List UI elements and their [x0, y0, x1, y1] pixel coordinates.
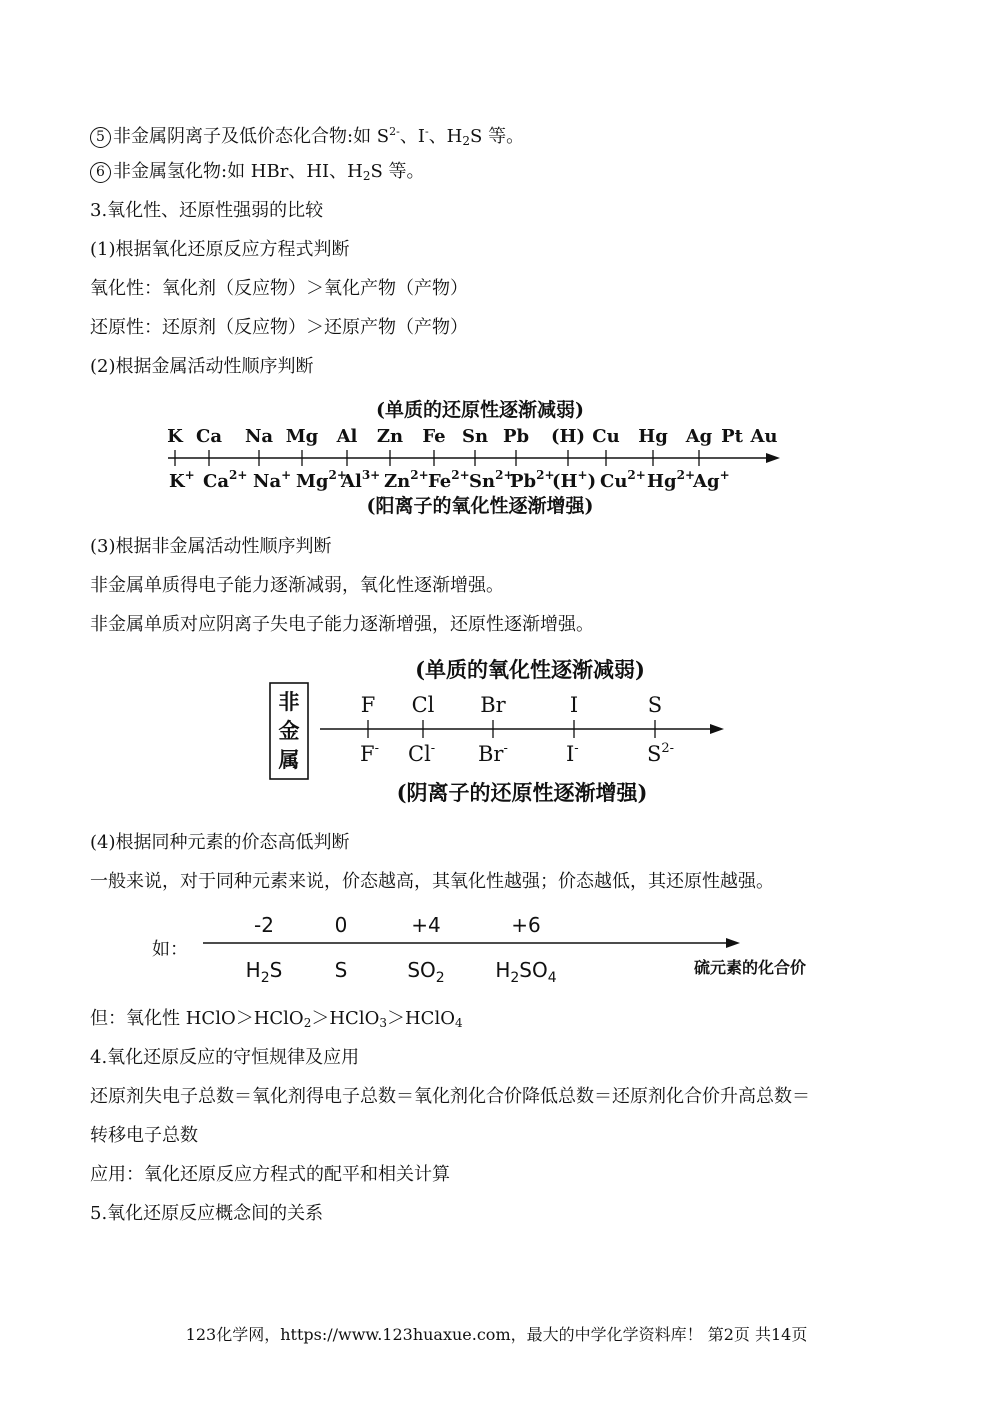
metal-title-top: (单质的还原性逐渐减弱) [376, 399, 584, 421]
page-footer: 123化学网，https://www.123huaxue.com，最大的中学化学资料库！ 第2页 共14页 [185, 1325, 808, 1344]
formula-sub: 2 [510, 970, 520, 986]
circled-number: 6 [90, 162, 111, 183]
line-reducing: 还原性：还原剂（反应物）＞还原产物（产物） [90, 317, 468, 338]
nonmetal-symbol: I [569, 693, 579, 717]
sulfur-valence: -2 [254, 913, 274, 937]
formula-part: SO [519, 958, 548, 982]
ion-base: Zn [384, 471, 411, 492]
text: S 等。 [470, 126, 525, 147]
ion-base: Cu [600, 471, 628, 492]
ion-base: I [566, 742, 575, 766]
metal-symbol: Mg [285, 426, 319, 447]
line-nonmetal-hydrides [90, 160, 425, 188]
subheading-2: (2)根据金属活动性顺序判断 [90, 356, 314, 377]
ion-charge: 2+ [451, 468, 470, 482]
line-hclo-series [90, 1007, 463, 1035]
metal-ion [647, 468, 695, 492]
sulfur-axis-label: 硫元素的化合价 [694, 958, 807, 977]
ion-charge: 2+ [328, 468, 347, 482]
text: S 等。 [370, 161, 425, 182]
sulfur-valence: 0 [334, 913, 348, 937]
arrow-head-icon [710, 724, 724, 734]
metal-ion [384, 468, 429, 492]
nonmetal-ion [408, 741, 435, 766]
metal-activity-diagram [150, 392, 800, 522]
formula-part: S [334, 958, 348, 982]
formula-sub: 2 [260, 970, 270, 986]
metal-symbol: (H) [550, 426, 586, 447]
sulfur-valence: +6 [511, 913, 541, 937]
subheading-3: (3)根据非金属活动性顺序判断 [90, 536, 332, 557]
formula-part: H [495, 958, 511, 982]
nonmetal-ion [360, 741, 379, 766]
heading-5: 5.氧化还原反应概念间的关系 [90, 1203, 324, 1224]
nonmetal-label-char: 金 [278, 718, 300, 743]
ion-charge: - [574, 741, 579, 756]
ion-charge: - [430, 741, 436, 756]
metal-symbol: K [167, 426, 183, 447]
metal-symbol: Sn [461, 426, 489, 447]
metal-symbol: Au [750, 426, 778, 447]
metal-symbol: Na [244, 426, 274, 447]
metal-ion [428, 468, 470, 492]
metal-top-labels [167, 426, 777, 447]
ion-charge: 2+ [495, 468, 514, 482]
subheading-4: (4)根据同种元素的价态高低判断 [90, 832, 350, 853]
ion-charge: + [719, 468, 730, 482]
metal-ion [296, 468, 347, 492]
ion-base: Sn [469, 471, 496, 492]
subscript: 2 [462, 134, 471, 148]
metal-symbol: Zn [376, 426, 404, 447]
line-application: 应用：氧化还原反应方程式的配平和相关计算 [90, 1164, 450, 1185]
ion-charge: 2- [661, 741, 675, 756]
ion-base: Br [478, 742, 504, 766]
metal-ion [510, 468, 555, 492]
metal-ion [600, 468, 646, 492]
sulfur-valences [254, 913, 541, 937]
metal-symbol: Ag [685, 426, 713, 447]
ion-base: (H [552, 471, 578, 492]
ion-charge: 3+ [361, 468, 381, 482]
formula-sub: 4 [547, 970, 557, 986]
nonmetal-label-char: 非 [278, 689, 300, 714]
sulfur-compounds [246, 958, 557, 986]
ion-base: K [169, 471, 185, 492]
nonmetal-symbol: Cl [411, 693, 435, 717]
metal-bottom-labels [169, 468, 730, 492]
nonmetal-label-char: 属 [278, 747, 300, 772]
line-oxidizing: 氧化性：氧化剂（反应物）＞氧化产物（产物） [90, 278, 468, 299]
metal-ion [203, 468, 247, 492]
ion-charge: 2+ [229, 468, 248, 482]
nonmetal-symbol: S [647, 693, 663, 717]
ion-charge: - [374, 741, 379, 756]
formula-part: SO [407, 958, 436, 982]
metal-ion [469, 468, 514, 492]
metal-symbol: Pt [721, 426, 743, 447]
superscript: - [424, 125, 429, 138]
subscript: 2 [303, 1016, 312, 1030]
subscript: 3 [379, 1016, 387, 1030]
ion-charge: + [281, 468, 292, 482]
metal-ion [552, 468, 596, 492]
text: 非金属阴离子及低价态化合物:如 S [113, 126, 390, 147]
nonmetal-activity-diagram [262, 650, 742, 815]
ion-after: ) [587, 471, 597, 492]
metal-symbol: Fe [422, 426, 446, 447]
line-valence-rule: 一般来说，对于同种元素来说，价态越高，其氧化性越强；价态越低，其还原性越强。 [90, 871, 774, 892]
formula-part: S [269, 958, 283, 982]
subscript: 4 [454, 1016, 463, 1030]
metal-symbol: Ca [196, 426, 222, 447]
line-conservation-1: 还原剂失电子总数＝氧化剂得电子总数＝氧化剂化合价降低总数＝还原剂化合价升高总数＝ [90, 1086, 810, 1107]
heading-4: 4.氧化还原反应的守恒规律及应用 [90, 1047, 360, 1068]
metal-ion [340, 468, 380, 492]
nonmetal-ion [478, 741, 508, 766]
line-conservation-2: 转移电子总数 [90, 1125, 198, 1146]
heading-3: 3.氧化性、还原性强弱的比较 [90, 200, 324, 221]
arrow-head-icon [766, 453, 780, 463]
ion-base: Hg [647, 471, 677, 492]
metal-symbol: Cu [592, 426, 620, 447]
text: 、H [428, 126, 463, 147]
text: 、I [399, 126, 425, 147]
metal-ion [169, 468, 195, 492]
nonmetal-bottom-labels [360, 741, 674, 766]
text: ＞HClO [386, 1008, 455, 1029]
sulfur-compound [246, 958, 283, 986]
ion-base: Pb [510, 471, 537, 492]
sulfur-compound [495, 958, 556, 986]
text: 但：氧化性 HClO＞HClO [90, 1008, 304, 1029]
formula-part: H [245, 958, 261, 982]
ion-base: Al [341, 471, 362, 492]
sulfur-valence: +4 [411, 913, 441, 937]
nonmetal-top-labels [361, 693, 662, 717]
sulfur-compound [407, 958, 444, 986]
superscript: 2- [389, 125, 400, 138]
ion-base: Ca [203, 471, 229, 492]
sulfur-prefix: 如： [152, 939, 188, 960]
formula-sub: 2 [435, 970, 445, 986]
ion-charge: + [184, 468, 195, 482]
metal-symbol: Pb [502, 426, 530, 447]
sulfur-valence-diagram [140, 905, 840, 990]
metal-symbol: Hg [638, 426, 668, 447]
metal-ion [253, 468, 291, 492]
text: ＞HClO [311, 1008, 380, 1029]
ion-base: F [360, 742, 375, 766]
ion-base: Mg [296, 471, 329, 492]
nonmetal-ion [647, 741, 674, 766]
text: 非金属氢化物:如 HBr、HI、H [113, 161, 363, 182]
subheading-1: (1)根据氧化还原反应方程式判断 [90, 239, 350, 260]
ion-charge: 2+ [536, 468, 555, 482]
ion-charge: 2+ [410, 468, 429, 482]
circled-number: 5 [90, 127, 111, 148]
arrow-head-icon [726, 938, 740, 948]
subscript: 2 [362, 169, 371, 183]
metal-ion [692, 468, 730, 492]
ion-charge: 2+ [627, 468, 646, 482]
metal-symbol: Al [336, 426, 358, 447]
ion-base: Na [253, 471, 282, 492]
nonmetal-title-top: (单质的氧化性逐渐减弱) [415, 657, 645, 682]
sulfur-compound [335, 958, 348, 982]
ion-charge: + [577, 468, 588, 482]
nonmetal-symbol: Br [480, 693, 506, 717]
ion-charge: 2+ [676, 468, 695, 482]
ion-base: Ag [693, 471, 720, 492]
nonmetal-title-bottom: (阴离子的还原性逐渐增强) [396, 780, 648, 805]
nonmetal-ion [566, 741, 579, 766]
line-nonmetal-anions [90, 120, 524, 153]
ion-base: Cl [408, 742, 431, 766]
metal-title-bottom: (阳离子的氧化性逐渐增强) [366, 495, 594, 517]
line-nonmetal-2: 非金属单质对应阴离子失电子能力逐渐增强，还原性逐渐增强。 [90, 614, 594, 635]
ion-base: Fe [428, 471, 452, 492]
nonmetal-symbol: F [360, 693, 376, 717]
ion-base: S [647, 742, 662, 766]
line-nonmetal-1: 非金属单质得电子能力逐渐减弱，氧化性逐渐增强。 [90, 575, 504, 596]
ion-charge: - [503, 741, 508, 756]
